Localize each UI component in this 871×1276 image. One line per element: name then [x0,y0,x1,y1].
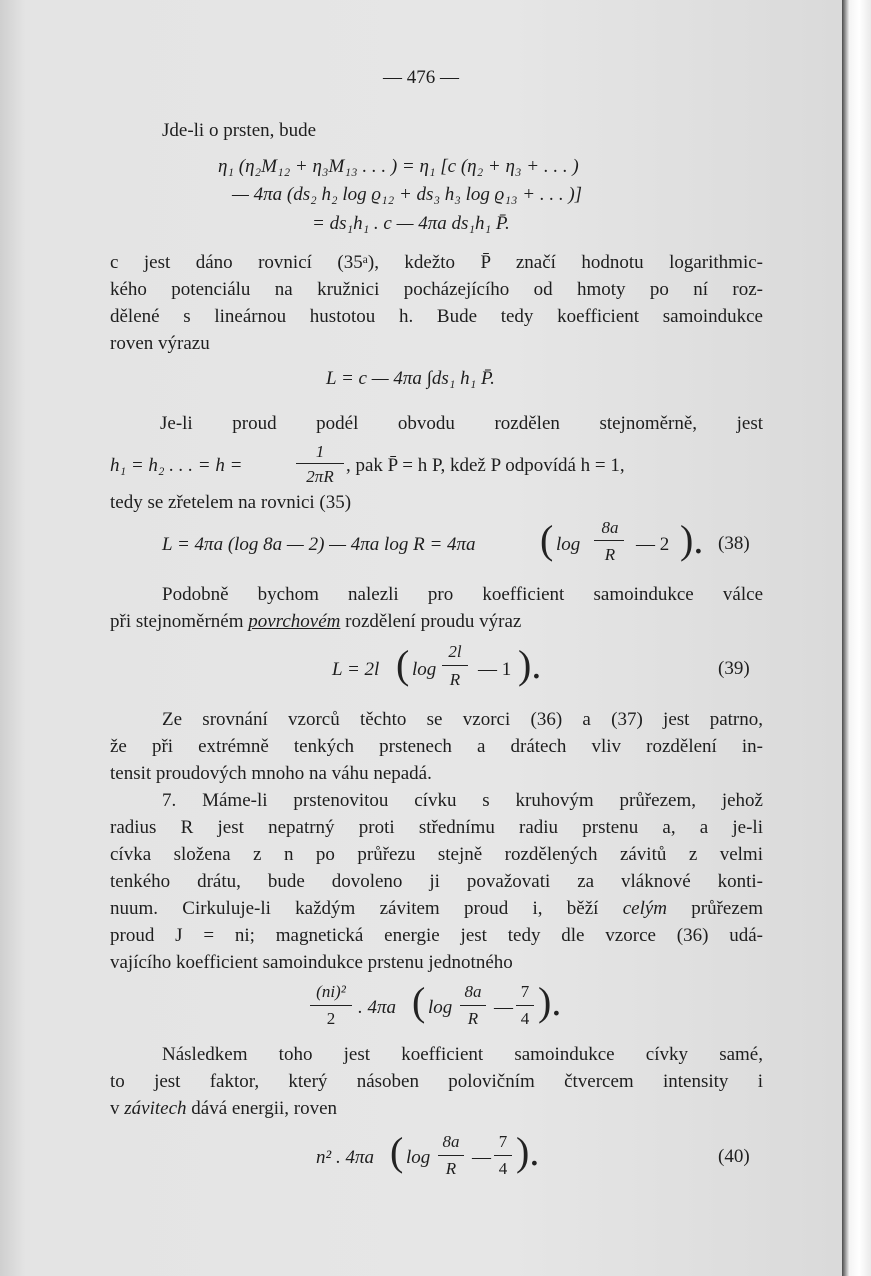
equation-part: , pak P̄ = h P, kdež P odpovídá h = 1, [346,455,625,476]
text-line: c jest dáno rovnicí (35ᵃ), kdežto P̄ značí hodnotu logarithmic- [110,252,763,273]
fraction-denominator: 4 [498,1159,508,1178]
equation-line: = ds₁h₁ . c — 4πa ds₁h₁ P̄. [312,213,510,234]
text-line: radius R jest nepatrný proti střednímu radiu prstenu a, a je-li [110,817,763,838]
text-span: rozdělení proudu výraz [345,611,522,632]
equation-part: — [494,997,513,1018]
text-line: Ze srovnání vzorců těchto se vzorci (36) a (37) jest patrno, [162,709,763,730]
text-line: tedy se zřetelem na rovnici (35) [110,492,352,513]
equation-part: log [412,659,437,680]
emphasis-text: závitech [124,1098,187,1119]
fraction-bar [438,1155,464,1156]
fraction-bar [310,1005,352,1006]
equation-part: h₁ = h₂ . . . = h = [110,455,243,476]
fraction-bar [516,1005,534,1006]
paren-left: ( [396,642,410,687]
equation-part: L = 2l [332,659,380,680]
text-line: 7. Máme-li prstenovitou cívku s kruhovým průřezem, jehož [162,790,763,811]
equation-part: log [406,1147,431,1168]
page-number: — 476 — [383,67,459,88]
fraction-denominator: R [445,1159,457,1178]
text-line: Je-li proud podél obvodu rozdělen stejnoměrně, jest [160,413,763,434]
paren-left: ( [412,979,426,1024]
equation-number: (40) [718,1146,750,1167]
equation-part: log [556,534,581,555]
equation-line: L = c — 4πa ∫ds₁ h₁ P̄. [326,368,495,389]
text-line: že při extrémně tenkých prstenech a drátech vliv rozdělení in- [110,736,763,757]
text-span: při stejnoměrném [110,611,244,632]
paren-right: ). [680,517,704,562]
emphasis-text: celým [622,898,668,919]
fraction-denominator: R [467,1009,479,1028]
fraction-bar [296,463,344,464]
fraction-denominator: 2πR [306,467,334,486]
text-line: Následkem toho jest koefficient samoindukce cívky samé, [162,1044,763,1065]
equation-part: log [428,997,453,1018]
emphasis-text: povrchovém [248,611,341,632]
text-line: cívka složena z n po průřezu stejně rozdělených závitů z velmi [110,844,763,865]
paren-left: ( [390,1129,404,1174]
text-span: nuum. Cirkuluje-li každým závitem proud i, běží [110,898,599,919]
equation-line: η₁ (η₂M₁₂ + η₃M₁₃ . . . ) = η₁ [c (η₂ + η₃ + . . . ) [218,156,579,177]
text-line: dělené s lineárnou hustotou h. Bude tedy koefficient samoindukce [110,306,763,327]
fraction-numerator: 8a [464,982,482,1001]
fraction-bar [594,540,624,541]
fraction-numerator: 8a [442,1132,460,1151]
text-span: v [110,1098,120,1119]
equation-part: L = 4πa (log 8a — 2) — 4πa log R = 4πa [162,534,476,555]
equation-number: (38) [718,533,750,554]
equation-number: (39) [718,658,750,679]
equation-part: — 2 [636,534,670,555]
text-line: Podobně bychom nalezli pro koefficient samoindukce válce [162,584,763,605]
equation-line: — 4πa (ds₂ h₂ log ϱ₁₂ + ds₃ h₃ log ϱ₁₃ + . . . )] [232,184,583,205]
fraction-denominator: 4 [520,1009,530,1028]
paren-left: ( [540,517,554,562]
text-line: tensit proudových mnoho na váhu nepadá. [110,763,432,784]
fraction-bar [494,1155,512,1156]
fraction-denominator: R [604,545,616,564]
fraction-denominator: R [449,670,461,689]
fraction-numerator: 8a [601,518,619,537]
text-line [110,897,763,921]
text-span: průřezem [691,898,763,919]
text-line [110,610,521,634]
equation-part: — 1 [478,659,512,680]
text-line: vajícího koefficient samoindukce prstenu jednotného [110,952,513,973]
paren-right: ). [518,642,542,687]
text-line [110,1097,337,1121]
fraction-numerator: 7 [498,1132,508,1151]
paren-right: ). [538,979,562,1024]
text-line: tenkého drátu, bude dovoleno ji považovati za vláknové konti- [110,871,763,892]
page-edge [842,0,871,1276]
text-line: to jest faktor, který násoben polovičním čtvercem intensity i [110,1071,763,1092]
text-span: dává energii, roven [191,1098,338,1119]
equation-part: . 4πa [358,997,397,1018]
fraction-numerator: (ni)² [316,982,346,1001]
equation-part: n² . 4πa [316,1147,374,1168]
fraction-numerator: 7 [520,982,530,1001]
text-line: kého potenciálu na kružnici pocházejícího od hmoty po ní roz- [110,279,763,300]
fraction-bar [460,1005,486,1006]
fraction-denominator: 2 [326,1009,336,1028]
fraction-numerator: 2l [448,642,462,661]
text-line: Jde-li o prsten, bude [162,120,317,141]
paren-right: ). [516,1129,540,1174]
text-line: proud J = ni; magnetická energie jest tedy dle vzorce (36) udá- [110,925,763,946]
equation-part: — [472,1147,491,1168]
fraction-numerator: 1 [315,442,325,461]
fraction-bar [442,665,468,666]
text-line: roven výrazu [110,333,210,354]
